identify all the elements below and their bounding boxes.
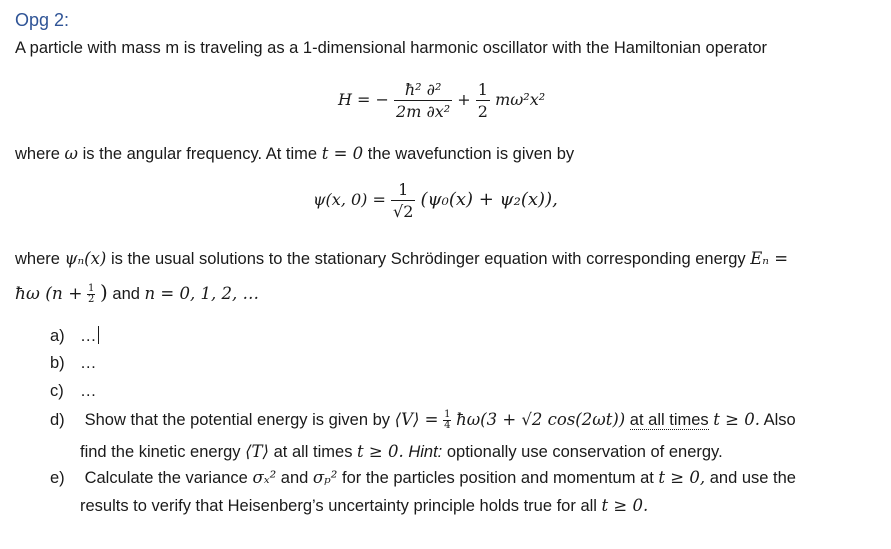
fraction-denominator: 2 — [477, 102, 488, 121]
item-label: e) — [50, 469, 65, 487]
text-run: where — [15, 145, 60, 163]
solutions-paragraph-line2 — [15, 280, 259, 305]
math-potential-expectation: ⟨V⟩ = — [394, 410, 439, 429]
fraction-numerator: 1 — [477, 80, 488, 99]
math-momentum-variance: σₚ² — [312, 468, 338, 487]
text-run: where — [15, 250, 60, 268]
math-potential-formula: ħω(3 + √2 cos(2ωt)) — [456, 410, 626, 429]
spellcheck-underlined-text: at all times — [629, 411, 709, 429]
item-text: … — [80, 354, 97, 372]
item-label: b) — [50, 354, 65, 372]
text-run: and — [112, 285, 140, 303]
wavefunction-lhs: ψ(x, 0) = — [313, 190, 386, 209]
wavefunction-equation — [313, 180, 558, 221]
math-t-zero: t = 0 — [321, 144, 364, 163]
text-run: is the usual solutions to the stationary Schrödinger equation with corresponding energy — [110, 250, 746, 268]
text-run: results to verify that Heisenberg’s uncertainty principle holds true for all — [80, 497, 597, 515]
text-run: optionally use conservation of energy. — [446, 443, 723, 461]
fraction-denominator: √2 — [393, 202, 414, 221]
omega-paragraph — [15, 144, 574, 164]
solutions-paragraph-line1 — [15, 249, 788, 269]
list-item-a — [50, 326, 99, 346]
list-item-e — [50, 468, 796, 488]
text-run: the wavefunction is given by — [367, 145, 575, 163]
wavefunction-rhs: (ψ₀(x) + ψ₂(x)), — [420, 189, 558, 210]
item-label: a) — [50, 327, 65, 345]
text-run: Also — [763, 411, 796, 429]
list-item-d-line2 — [80, 442, 723, 462]
hamiltonian-potential-term: mω²x² — [495, 90, 546, 109]
hamiltonian-half-fraction — [476, 80, 490, 121]
math-position-variance: σₓ² — [252, 468, 277, 487]
item-label: d) — [50, 411, 65, 429]
intro-paragraph: A particle with mass m is traveling as a 1-dimensional harmonic oscillator with the Hamiltonian operator — [15, 39, 767, 57]
math-kinetic-expectation: ⟨T⟩ — [245, 442, 269, 461]
list-item-e-line2 — [80, 496, 648, 516]
problem-heading: Opg 2: — [15, 10, 70, 30]
quarter-fraction — [443, 410, 451, 431]
math-energy-expression: ħω (n + — [15, 284, 83, 304]
text-run: and — [280, 469, 309, 487]
text-cursor — [98, 326, 99, 344]
math-t-condition: t ≥ 0. — [713, 410, 760, 429]
list-item-d — [50, 410, 796, 431]
math-energy: Eₙ = — [750, 249, 789, 268]
fraction-numerator: ħ² ∂² — [394, 80, 452, 101]
text-run: Show that the potential energy is given by — [84, 411, 391, 429]
math-n-values: n = 0, 1, 2, … — [144, 284, 259, 303]
text-run: Calculate the variance — [84, 469, 248, 487]
item-text: … — [80, 382, 97, 400]
text-run: at all times — [273, 443, 353, 461]
text-run: is the angular frequency. At time — [82, 145, 318, 163]
hamiltonian-kinetic-fraction — [394, 80, 452, 121]
math-t-condition: t ≥ 0. — [357, 442, 404, 461]
fraction-denominator: 2 — [88, 294, 95, 306]
fraction-denominator: 4 — [444, 420, 451, 432]
fraction-numerator: 1 — [391, 180, 415, 201]
text-run: for the particles position and momentum at — [342, 469, 654, 487]
list-item-b — [50, 354, 97, 373]
fraction-denominator: 2m ∂x² — [396, 102, 451, 121]
half-fraction — [87, 284, 95, 305]
list-item-c — [50, 382, 97, 401]
text-run: find the kinetic energy — [80, 443, 241, 461]
text-run: and use the — [709, 469, 796, 487]
hint-label: Hint: — [408, 443, 443, 461]
math-psi-n: ψₙ(x) — [64, 249, 107, 268]
math-t-condition: t ≥ 0. — [601, 496, 649, 515]
normalization-fraction — [391, 180, 415, 221]
fraction-numerator: 1 — [88, 283, 95, 295]
math-t-condition: t ≥ 0, — [658, 468, 706, 487]
close-paren: ) — [100, 280, 108, 304]
plus-sign: + — [457, 90, 471, 109]
item-label: c) — [50, 382, 64, 400]
hamiltonian-lhs: H = − — [338, 90, 389, 109]
item-text[interactable]: … — [80, 327, 97, 345]
math-omega: ω — [64, 144, 79, 163]
hamiltonian-equation — [338, 80, 545, 121]
fraction-numerator: 1 — [444, 409, 451, 421]
